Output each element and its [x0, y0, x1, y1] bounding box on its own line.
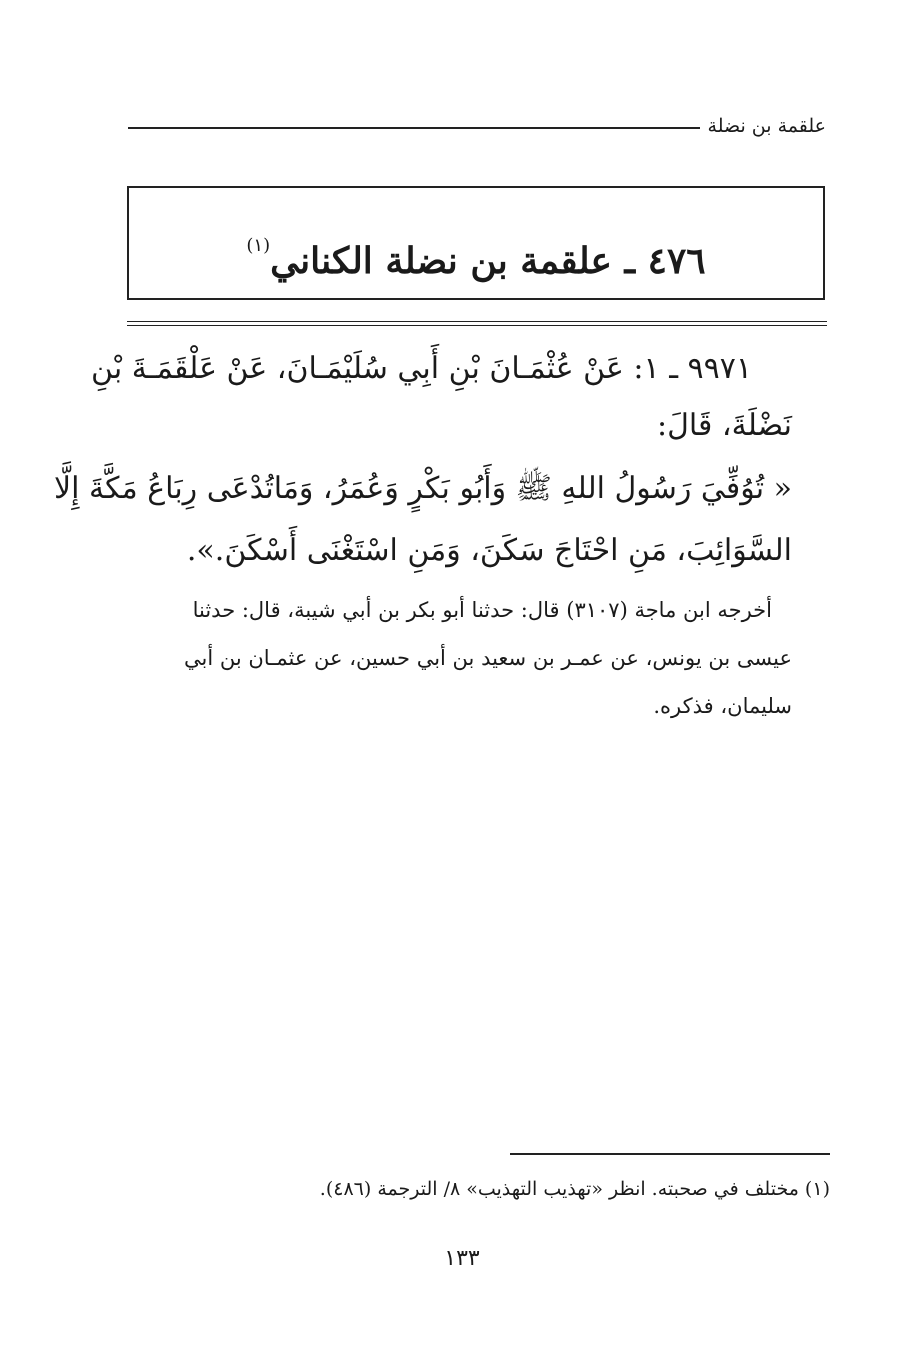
running-header: علقمة بن نضلة [707, 115, 826, 137]
takhrij-line-2: عيسى بن يونس، عن عمـر بن سعيد بن أبي حسين، عن عثمـان بن أبي [184, 646, 792, 670]
header-rule [128, 127, 700, 129]
footnote-reference: (١) [246, 235, 271, 256]
section-divider [127, 321, 827, 326]
hadith-matn [54, 458, 792, 582]
takhrij-line-3: سليمان، فذكره. [653, 694, 792, 718]
hadith-isnad [91, 340, 792, 454]
matn-line-1: « تُوُفِّيَ رَسُولُ اللهِ ﷺ وَأَبُو بَكْرٍ وَعُمَرُ، وَمَاتُدْعَى رِبَاعُ مَكَّةَ إِلَّا [54, 471, 792, 506]
entry-title-box [127, 186, 825, 300]
footnote: (١) مختلف في صحبته. انظر «تهذيب التهذيب» ٨/ الترجمة (٤٨٦). [319, 1178, 830, 1200]
matn-line-2: السَّوَائِبَ، مَنِ احْتَاجَ سَكَنَ، وَمَنِ اسْتَغْنَى أَسْكَنَ.». [186, 533, 792, 568]
entry-title [129, 216, 823, 291]
footnote-rule [510, 1153, 830, 1155]
takhrij-line-1: أخرجه ابن ماجة (٣١٠٧) قال: حدثنا أبو بكر بن أبي شيبة، قال: حدثنا [192, 598, 772, 622]
hadith-line-1: ٩٩٧١ ـ ١: عَنْ عُثْمَـانَ بْنِ أَبِي سُلَيْمَـانَ، عَنْ عَلْقَمَـةَ بْنِ [91, 351, 752, 386]
hadith-line-2: نَضْلَةَ، قَالَ: [657, 408, 792, 443]
page-number: ١٣٣ [444, 1246, 480, 1271]
takhrij-paragraph [128, 586, 792, 730]
entry-title-text: ٤٧٦ ـ علقمة بن نضلة الكناني [270, 240, 706, 282]
